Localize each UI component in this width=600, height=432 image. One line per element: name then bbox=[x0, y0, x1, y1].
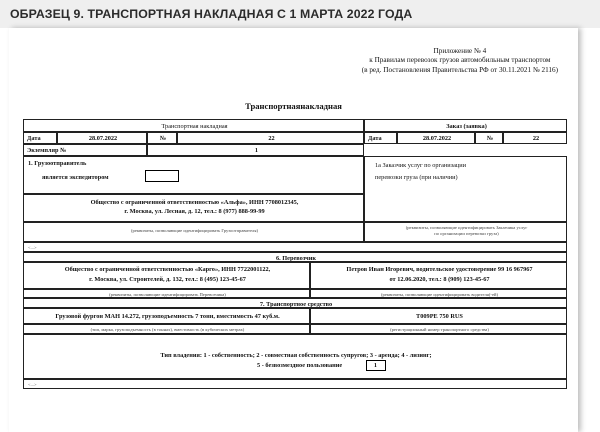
appendix-line-1: Приложение № 4 bbox=[433, 47, 487, 55]
ownership-cell bbox=[23, 334, 567, 379]
shipper-line-2: г. Москва, ул. Лесная, д. 12, тел.: 8 (977) 888-99-99 bbox=[124, 208, 265, 215]
waybill-number-label-cell bbox=[147, 132, 177, 144]
shipper-caption-cell bbox=[23, 222, 364, 242]
more-row-2 bbox=[23, 379, 567, 389]
vehicle-plate-caption: (регистрационный номер транспортного средства) bbox=[390, 327, 489, 332]
carrier-heading: 6. Перевозчик bbox=[275, 254, 316, 262]
carrier-line-1: Общество с ограниченной ответственностью «Карго», ИНН 7722001122, bbox=[64, 266, 271, 273]
customer-cell bbox=[364, 156, 567, 222]
driver-caption-cell bbox=[310, 289, 567, 298]
copy-number-cell bbox=[147, 144, 364, 156]
driver-line-2: от 12.06.2020, тел.: 8 (909) 123-45-67 bbox=[389, 276, 490, 283]
waybill-header: Транспортная накладная bbox=[161, 122, 228, 130]
waybill-number-cell bbox=[177, 132, 364, 144]
appendix-line-3: (в ред. Постановления Правительства РФ от 30.11.2021 № 2116) bbox=[361, 65, 558, 74]
forwarder-label: является экспедитором bbox=[42, 174, 109, 181]
order-header-cell bbox=[364, 119, 567, 132]
carrier-caption: (реквизиты, позволяющие идентифицировать Перевозчика) bbox=[109, 291, 226, 297]
ownership-line-1: Тип владения: 1 - собственность; 2 - совместная собственность супругов; 3 - аренда; 4 - лизинг; bbox=[160, 352, 432, 359]
order-number-label-cell bbox=[475, 132, 503, 144]
order-date: 28.07.2022 bbox=[422, 135, 452, 142]
waybill-date: 28.07.2022 bbox=[88, 135, 118, 142]
banner bbox=[0, 0, 600, 28]
carrier-heading-cell bbox=[23, 252, 567, 262]
customer-caption-cell bbox=[364, 222, 567, 242]
shipper-line-1: Общество с ограниченной ответственностью «Альфа», ИНН 7708012345, bbox=[90, 199, 299, 206]
customer-caption-1: (реквизиты, позволяющие идентифицировать Заказчика услуг bbox=[405, 225, 528, 230]
customer-caption-2: по организации перевозки груза) bbox=[434, 231, 499, 236]
driver-details-cell bbox=[310, 262, 567, 289]
vehicle-plate-caption-cell bbox=[310, 324, 567, 334]
order-date-label: Дата bbox=[368, 135, 382, 142]
vehicle-heading-cell bbox=[23, 298, 567, 308]
ownership-line-2: 5 - безвозмездное пользование bbox=[257, 362, 343, 369]
more-placeholder-1: <...> bbox=[28, 245, 37, 250]
order-date-label-cell bbox=[364, 132, 397, 144]
vehicle-description-caption-cell bbox=[23, 324, 310, 334]
driver-line-1: Петров Иван Игоревич, водительское удостоверение 99 16 967967 bbox=[346, 266, 533, 273]
appendix-line-2: к Правилам перевозок грузов автомобильным транспортом bbox=[369, 56, 551, 65]
vehicle-description-caption: (тип, марка, грузоподъемность (в тоннах), вместимость (в кубических метрах) bbox=[90, 327, 245, 332]
carrier-line-2: г. Москва, ул. Строителей, д. 132, тел.: 8 (495) 123-45-67 bbox=[89, 276, 246, 283]
carrier-details-cell bbox=[23, 262, 310, 289]
waybill-date-cell bbox=[57, 132, 147, 144]
waybill-date-label-cell bbox=[23, 132, 57, 144]
copy-label: Экземпляр № bbox=[27, 147, 67, 154]
driver-caption: (реквизиты, позволяющие идентифицировать водителя(-ей) bbox=[381, 291, 498, 297]
carrier-caption-cell bbox=[23, 289, 310, 298]
shipper-heading: 1. Грузоотправитель bbox=[28, 160, 87, 167]
vehicle-heading: 7. Транспортное средство bbox=[259, 300, 333, 308]
customer-heading-2: перевозки груза (при наличии) bbox=[375, 174, 458, 181]
ownership-value: 1 bbox=[373, 362, 378, 369]
vehicle-description: Грузовой фургон МАН 14.272, грузоподъемность 7 тонн, вместимость 47 куб.м. bbox=[55, 313, 280, 320]
vehicle-plate: Т009РЕ 750 RUS bbox=[416, 313, 463, 320]
more-row-1 bbox=[23, 242, 567, 252]
document-title: Транспортнаянакладная bbox=[245, 101, 342, 111]
appendix-note bbox=[362, 47, 558, 75]
document-page bbox=[9, 28, 578, 432]
customer-heading-1: 1а Заказчик услуг по организации bbox=[375, 162, 467, 169]
forwarder-checkbox bbox=[145, 170, 179, 182]
ownership-value-box bbox=[366, 360, 386, 371]
waybill-header-cell bbox=[23, 119, 364, 132]
order-number: 22 bbox=[532, 135, 540, 142]
banner-title: ОБРАЗЕЦ 9. ТРАНСПОРТНАЯ НАКЛАДНАЯ С 1 МАРТА 2022 ГОДА bbox=[10, 7, 413, 21]
waybill-date-label: Дата bbox=[27, 135, 41, 142]
waybill-number: 22 bbox=[268, 135, 275, 142]
waybill-form bbox=[23, 119, 567, 419]
order-number-cell bbox=[503, 132, 567, 144]
copy-label-cell bbox=[23, 144, 147, 156]
more-placeholder-2: <...> bbox=[28, 382, 37, 387]
shipper-heading-cell bbox=[23, 156, 364, 194]
order-header: Заказ (заявка) bbox=[446, 122, 487, 130]
shipper-details-cell bbox=[23, 194, 364, 222]
order-date-cell bbox=[397, 132, 475, 144]
order-number-label: № bbox=[486, 135, 494, 142]
vehicle-plate-cell bbox=[310, 308, 567, 324]
vehicle-description-cell bbox=[23, 308, 310, 324]
waybill-number-label: № bbox=[159, 135, 167, 142]
copy-number: 1 bbox=[254, 147, 259, 154]
shipper-caption: (реквизиты, позволяющие идентифицировать Грузоотправителя) bbox=[131, 228, 258, 233]
